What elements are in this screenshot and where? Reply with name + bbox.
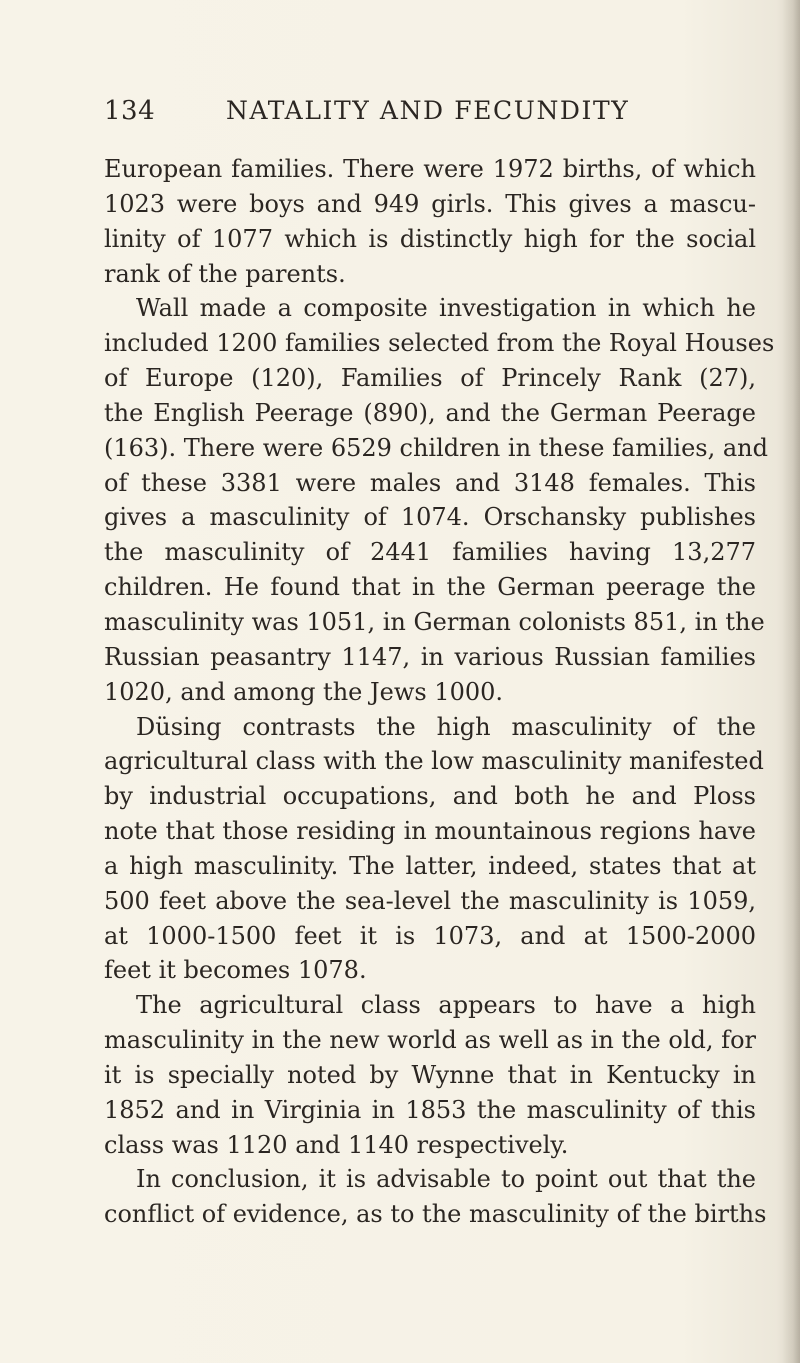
text-line: European families. There were 1972 births, of which xyxy=(104,155,756,183)
text-line: included 1200 families selected from the Royal Houses xyxy=(104,329,775,358)
text-line: Russian peasantry 1147, in various Russian families xyxy=(104,642,756,671)
page-edge-shadow xyxy=(782,0,800,1363)
text-line: 1020, and among the Jews 1000. xyxy=(104,677,504,706)
text-line: In conclusion, it is advisable to point out that the xyxy=(136,1165,756,1194)
text-line: of Europe (120), Families of Princely Rank (27), xyxy=(104,364,756,393)
text-line: conflict of evidence, as to the masculinity of the births xyxy=(104,1200,767,1229)
text-line: the masculinity of 2441 families having 13,277 xyxy=(104,538,756,567)
page-header xyxy=(104,96,744,136)
text-line: children. He found that in the German peerage the xyxy=(104,573,756,602)
body-text xyxy=(104,152,775,1232)
text-line: 500 feet above the sea-level the masculinity is 1059, xyxy=(104,886,756,915)
text-line: Düsing contrasts the high masculinity of the xyxy=(136,712,756,741)
text-line: linity of 1077 which is distinctly high for the social xyxy=(104,224,756,253)
text-line: a high masculinity. The latter, indeed, states that at xyxy=(104,851,756,880)
text-line: it is specially noted by Wynne that in Kentucky in xyxy=(104,1060,756,1089)
running-head: NATALITY AND FECUNDITY xyxy=(226,96,630,125)
text-line: by industrial occupations, and both he and Ploss xyxy=(104,782,756,811)
text-line: of these 3381 were males and 3148 females. This xyxy=(104,468,756,497)
text-line: masculinity in the new world as well as in the old, for xyxy=(104,1026,756,1055)
text-line: agricultural class with the low masculinity manifested xyxy=(104,747,764,776)
text-line: the English Peerage (890), and the German Peerage xyxy=(104,398,756,427)
text-line: class was 1120 and 1140 respectively. xyxy=(104,1130,569,1159)
text-line: feet it becomes 1078. xyxy=(104,956,367,985)
text-line: 1023 were boys and 949 girls. This gives a mascu- xyxy=(104,189,756,218)
text-line: masculinity was 1051, in German colonists 851, in the xyxy=(104,607,765,636)
text-line: rank of the parents. xyxy=(104,259,346,288)
text-line: gives a masculinity of 1074. Orschansky publishes xyxy=(104,503,756,532)
page-number: 134 xyxy=(104,96,156,126)
text-line: at 1000-1500 feet it is 1073, and at 1500-2000 xyxy=(104,921,756,950)
text-line: The agricultural class appears to have a high xyxy=(136,991,756,1020)
text-line: Wall made a composite investigation in which he xyxy=(136,294,756,323)
text-line: note that those residing in mountainous regions have xyxy=(104,817,756,846)
text-line: (163). There were 6529 children in these families, and xyxy=(104,433,768,462)
text-line: 1852 and in Virginia in 1853 the masculinity of this xyxy=(104,1095,756,1124)
